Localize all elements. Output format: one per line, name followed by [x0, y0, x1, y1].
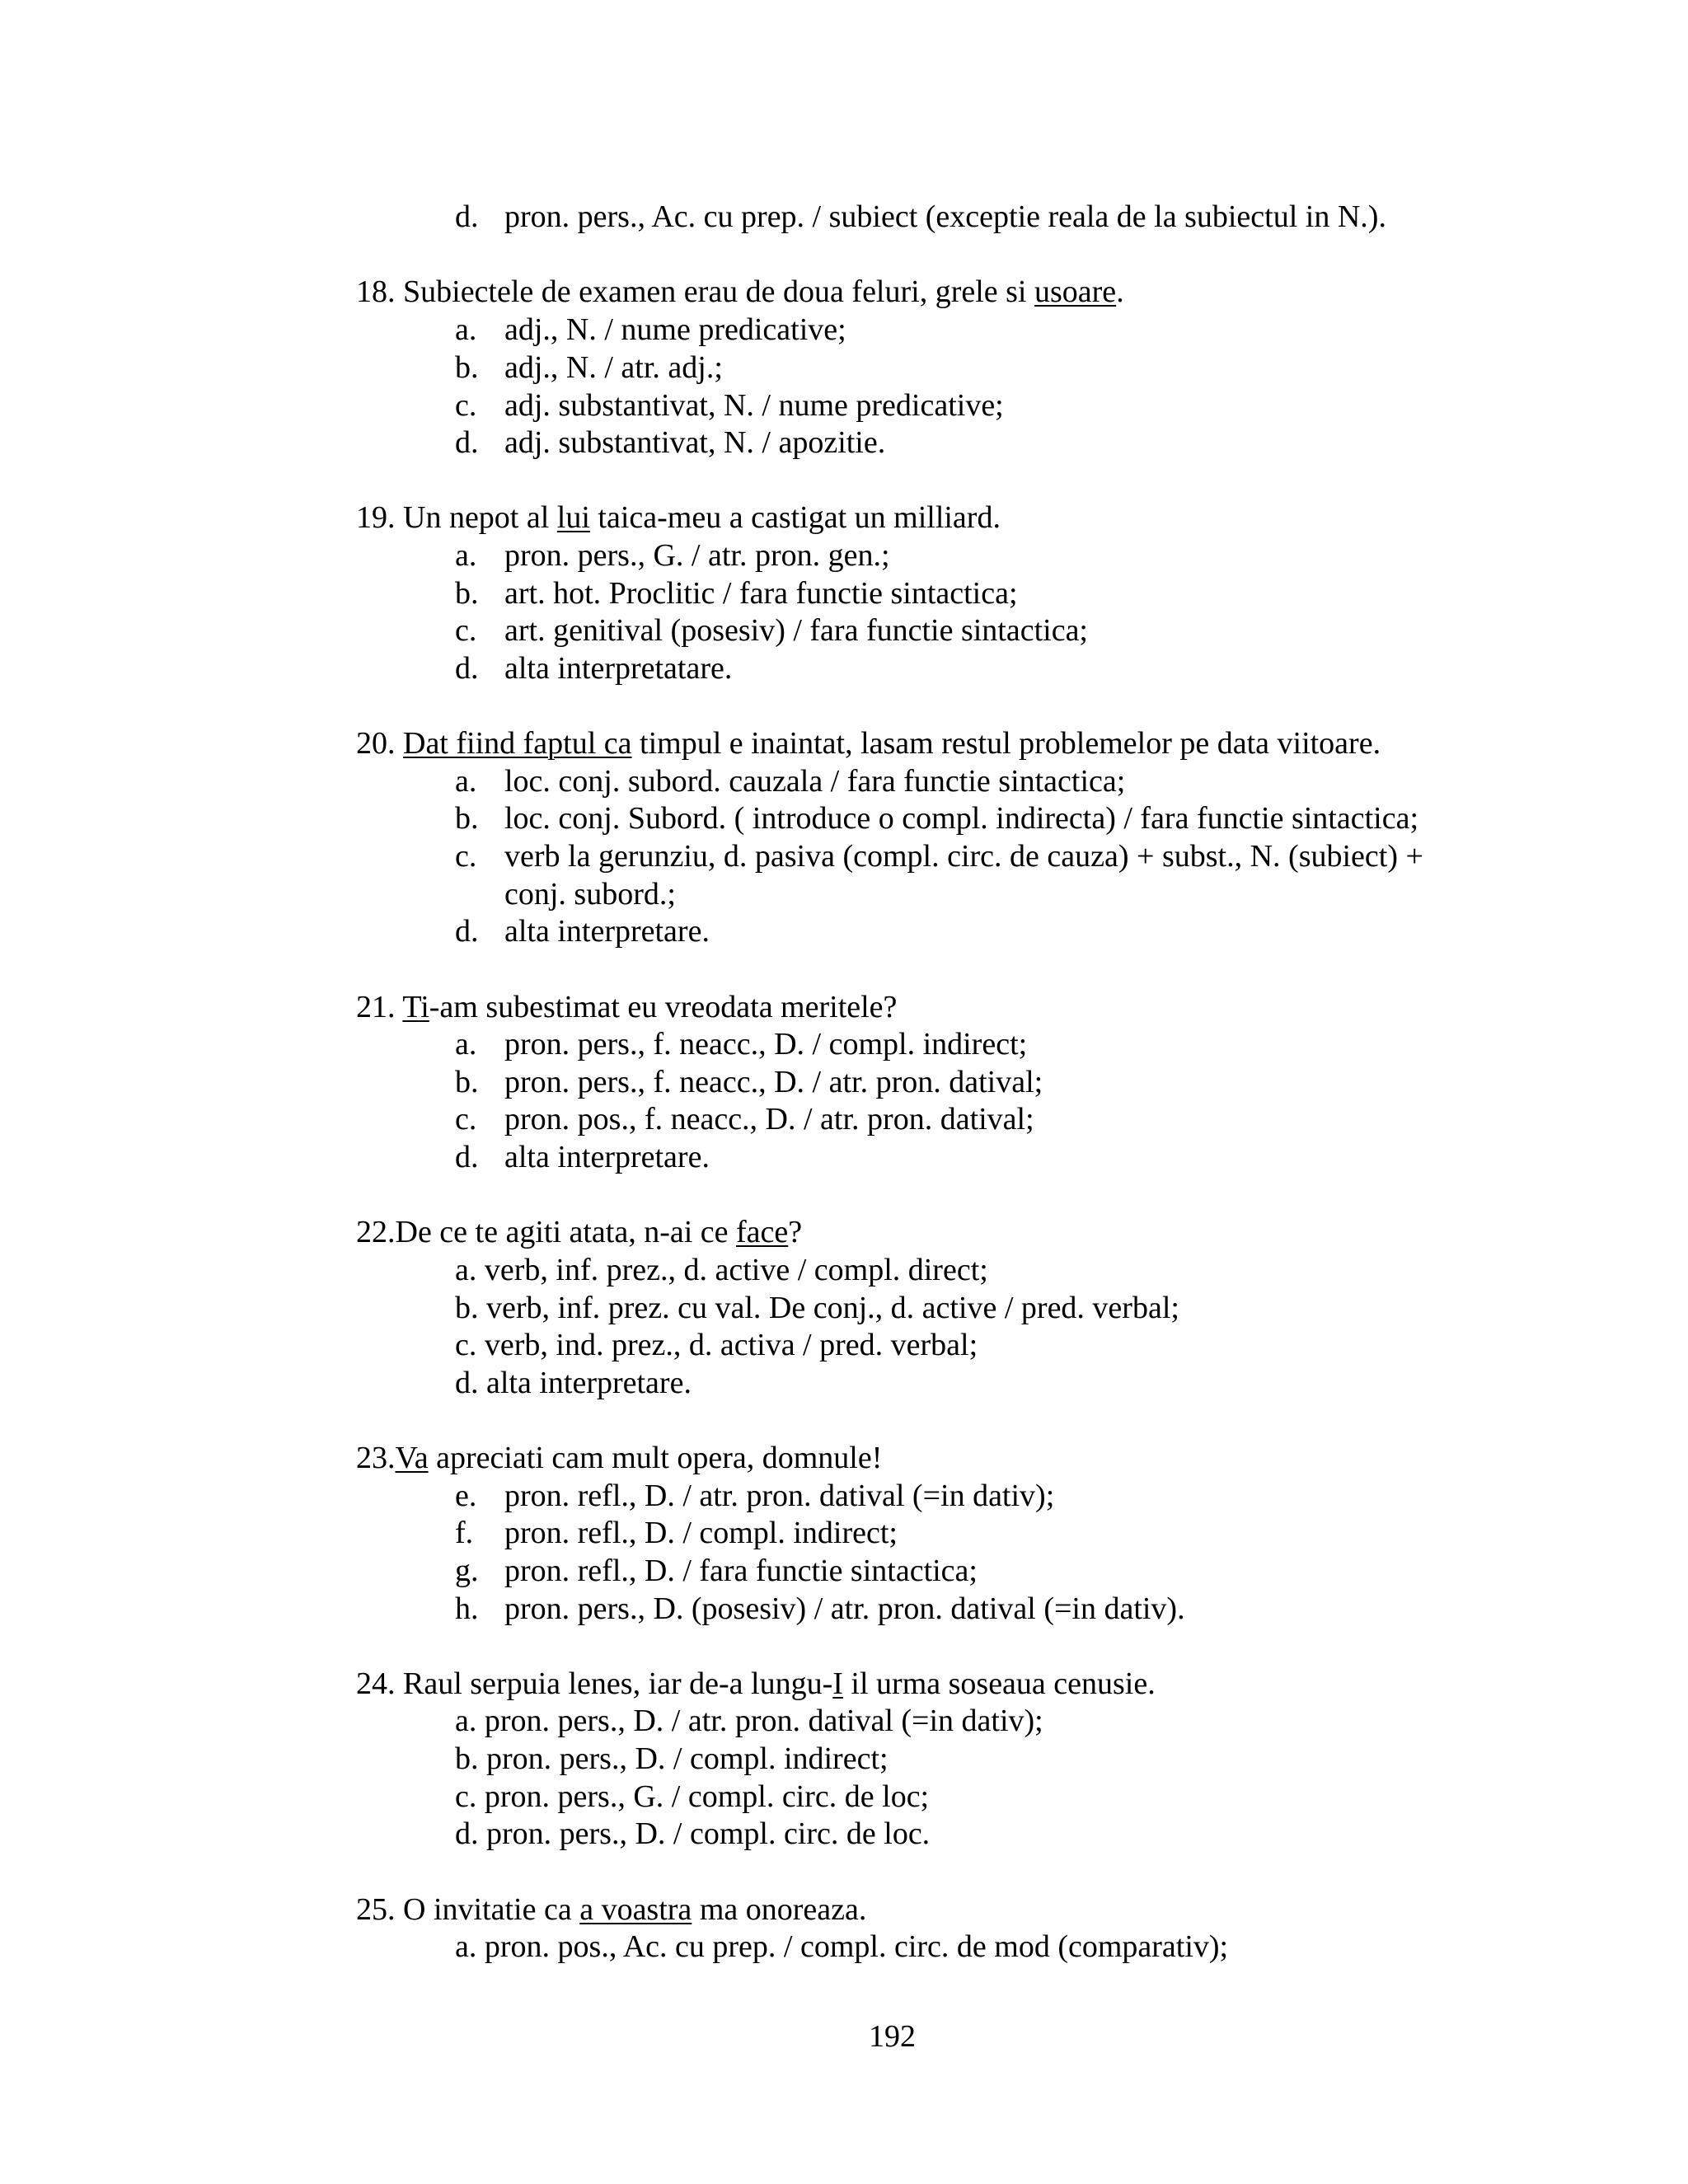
- underlined-term: lui: [556, 500, 590, 535]
- option-a: a. pron. pers., f. neacc., D. / compl. indirect;: [455, 1027, 1028, 1062]
- option-c: c. adj. substantivat, N. / nume predicative;: [455, 388, 1004, 423]
- option-a: a. loc. conj. subord. cauzala / fara functie sintactica;: [455, 764, 1126, 799]
- option-b: b. pron. pers., f. neacc., D. / atr. pron. datival;: [455, 1065, 1043, 1099]
- option-c: c. art. genitival (posesiv) / fara functie sintactica;: [455, 613, 1088, 648]
- option-h: h. pron. pers., D. (posesiv) / atr. pron. datival (=in dativ).: [455, 1591, 1185, 1626]
- underlined-term: Ti: [402, 990, 429, 1024]
- option-c: c. pron. pers., G. / compl. circ. de loc;: [455, 1779, 930, 1814]
- option-d: d. alta interpretare.: [455, 914, 710, 949]
- option-d: d. alta interpretare.: [455, 1366, 692, 1400]
- question-24: 24. Raul serpuia lenes, iar de-a lungu-I il urma soseaua cenusie.: [356, 1666, 1156, 1701]
- question-22: 22.De ce te agiti atata, n-ai ce face?: [356, 1215, 803, 1249]
- option-a: a. pron. pos., Ac. cu prep. / compl. circ. de mod (comparativ);: [455, 1929, 1229, 1964]
- question-18: 18. Subiectele de examen erau de doua feluri, grele si usoare.: [356, 274, 1124, 309]
- underlined-term: face: [736, 1215, 789, 1249]
- page-number: 192: [869, 2019, 916, 2054]
- option-d: d. alta interpretatare.: [455, 651, 733, 686]
- option-c: c. verb la gerunziu, d. pasiva (compl. circ. de cauza) + subst., N. (subiect) +: [455, 839, 1423, 874]
- option-b: b. art. hot. Proclitic / fara functie sintactica;: [455, 576, 1018, 611]
- option-d: d. alta interpretare.: [455, 1140, 710, 1174]
- underlined-term: Va: [395, 1441, 429, 1475]
- option-a: a. pron. pers., G. / atr. pron. gen.;: [455, 538, 890, 573]
- question-23: 23.Va apreciati cam mult opera, domnule!: [356, 1441, 883, 1475]
- option-b: b. verb, inf. prez. cu val. De conj., d. active / pred. verbal;: [455, 1291, 1179, 1325]
- option-b: b. adj., N. / atr. adj.;: [455, 350, 723, 385]
- option-g: g. pron. refl., D. / fara functie sintactica;: [455, 1554, 978, 1588]
- underlined-term: Dat fiind faptul ca: [403, 726, 632, 761]
- option-a: a. pron. pers., D. / atr. pron. datival (=in dativ);: [455, 1704, 1043, 1738]
- option-d: d. pron. pers., D. / compl. circ. de loc.: [455, 1816, 931, 1851]
- question-20: 20. Dat fiind faptul ca timpul e inaintat, lasam restul problemelor pe data viitoare.: [356, 726, 1381, 761]
- option-c-continuation: conj. subord.;: [504, 877, 676, 912]
- question-21: 21. Ti-am subestimat eu vreodata meritele?: [356, 990, 898, 1024]
- option-d: d. adj. substantivat, N. / apozitie.: [455, 425, 886, 460]
- question-25: 25. O invitatie ca a voastra ma onoreaza.: [356, 1892, 867, 1927]
- option-b: b. pron. pers., D. / compl. indirect;: [455, 1741, 889, 1776]
- underlined-term: a voastra: [579, 1892, 692, 1927]
- underlined-term: usoare: [1034, 274, 1117, 309]
- option-a: a. adj., N. / nume predicative;: [455, 312, 846, 347]
- option-c: c. pron. pos., f. neacc., D. / atr. pron. datival;: [455, 1102, 1034, 1137]
- underlined-term: I: [832, 1666, 843, 1701]
- option-e: e. pron. refl., D. / atr. pron. datival (=in dativ);: [455, 1479, 1055, 1513]
- question-19: 19. Un nepot al lui taica-meu a castigat un milliard.: [356, 500, 1001, 535]
- option-b: b. loc. conj. Subord. ( introduce o compl. indirecta) / fara functie sintactica;: [455, 801, 1418, 836]
- option-f: f. pron. refl., D. / compl. indirect;: [455, 1516, 898, 1550]
- option-a: a. verb, inf. prez., d. active / compl. direct;: [455, 1253, 988, 1287]
- option-d: d. pron. pers., Ac. cu prep. / subiect (exceptie reala de la subiectul in N.).: [455, 199, 1386, 234]
- option-c: c. verb, ind. prez., d. activa / pred. verbal;: [455, 1328, 978, 1362]
